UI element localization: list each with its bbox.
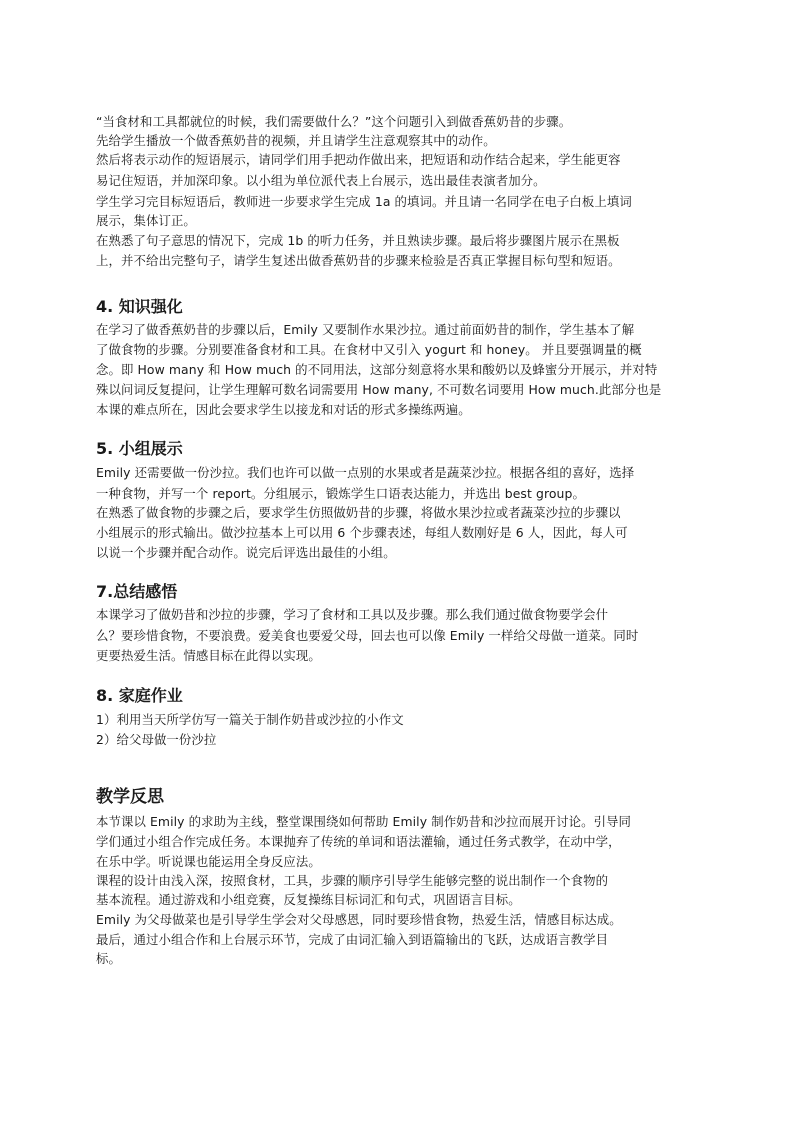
list-item: 1）利用当天所学仿写一篇关于制作奶昔或沙拉的小作文 <box>96 712 404 727</box>
paragraph-line: 以说一个步骤并配合动作。说完后评选出最佳的小组。 <box>96 545 396 560</box>
paragraph-line: 本课的难点所在，因此会要求学生以接龙和对话的形式多操练两遍。 <box>96 402 471 417</box>
paragraph-line: “当食材和工具都就位的时候，我们需要做什么？”这个问题引入到做香蕉奶昔的步骤。 <box>96 114 572 129</box>
paragraph-line: 然后将表示动作的短语展示，请同学们用手把动作做出来，把短语和动作结合起来，学生能更容 <box>96 152 621 167</box>
section-heading: 4. 知识强化 <box>96 297 183 316</box>
paragraph-line: 在乐中学。听说课也能运用全身反应法。 <box>96 854 321 869</box>
section-heading: 7.总结感悟 <box>96 582 178 601</box>
paragraph-line: Emily 为父母做菜也是引导学生学会对父母感恩，同时要珍惜食物，热爱生活，情感目标达成。 <box>96 912 622 927</box>
section-heading: 8. 家庭作业 <box>96 686 183 705</box>
paragraph-line: 在学习了做香蕉奶昔的步骤以后，Emily 又要制作水果沙拉。通过前面奶昔的制作，学生基本了解 <box>96 322 635 337</box>
paragraph-line: Emily 还需要做一份沙拉。我们也许可以做一点别的水果或者是蔬菜沙拉。根据各组的喜好，选择 <box>96 465 635 480</box>
paragraph-line: 么？要珍惜食物，不要浪费。爱美食也要爱父母，回去也可以像 Emily 一样给父母做一道菜。同时 <box>96 628 639 643</box>
paragraph-line: 上，并不给出完整句子，请学生复述出做香蕉奶昔的步骤来检验是否真正掌握目标句型和短语。 <box>96 253 621 268</box>
paragraph-line: 了做食物的步骤。分别要准备食材和工具。在食材中又引入 yogurt 和 honey。 并且要强调量的概 <box>96 342 642 357</box>
paragraph-line: 本课学习了做奶昔和沙拉的步骤，学习了食材和工具以及步骤。那么我们通过做食物要学会什 <box>96 607 609 622</box>
paragraph-line: 易记住短语，并加深印象。以小组为单位派代表上台展示，选出最佳表演者加分。 <box>96 173 546 188</box>
paragraph-line: 更要热爱生活。情感目标在此得以实现。 <box>96 648 321 663</box>
paragraph-line: 课程的设计由浅入深，按照食材，工具，步骤的顺序引导学生能够完整的说出制作一个食物的 <box>96 873 609 888</box>
paragraph-line: 本节课以 Emily 的求助为主线，整堂课围绕如何帮助 Emily 制作奶昔和沙拉而展开讨论。引导同 <box>96 814 632 829</box>
paragraph-line: 学们通过小组合作完成任务。本课抛弃了传统的单词和语法灌输，通过任务式教学，在动中学， <box>96 834 621 849</box>
paragraph-line: 先给学生播放一个做香蕉奶昔的视频，并且请学生注意观察其中的动作。 <box>96 133 496 148</box>
paragraph-line: 在熟悉了做食物的步骤之后，要求学生仿照做奶昔的步骤，将做水果沙拉或者蔬菜沙拉的步骤以 <box>96 505 621 520</box>
paragraph-line: 展示，集体订正。 <box>96 213 196 228</box>
list-item: 2）给父母做一份沙拉 <box>96 732 217 747</box>
paragraph-line: 标。 <box>96 951 121 966</box>
section-heading: 5. 小组展示 <box>96 439 183 458</box>
paragraph-line: 最后，通过小组合作和上台展示环节，完成了由词汇输入到语篇输出的飞跃，达成语言教学目 <box>96 932 609 947</box>
paragraph-line: 念。即 How many 和 How much 的不同用法，这部分刻意将水果和酸奶以及蜂蜜分开展示，并对特 <box>96 362 658 377</box>
section-heading: 教学反思 <box>96 787 164 807</box>
paragraph-line: 一种食物，并写一个 report。分组展示，锻炼学生口语表达能力，并选出 best group。 <box>96 486 585 501</box>
paragraph-line: 在熟悉了句子意思的情况下，完成 1b 的听力任务，并且熟读步骤。最后将步骤图片展示在黑板 <box>96 233 620 248</box>
paragraph-line: 基本流程。通过游戏和小组竞赛，反复操练目标词汇和句式，巩固语言目标。 <box>96 892 521 907</box>
paragraph-line: 学生学习完目标短语后，教师进一步要求学生完成 1a 的填词。并且请一名同学在电子白板上填词 <box>96 194 632 209</box>
paragraph-line: 小组展示的形式输出。做沙拉基本上可以用 6 个步骤表述，每组人数刚好是 6 人，因此，每人可 <box>96 525 628 540</box>
paragraph-line: 殊以问词反复提问，让学生理解可数名词需要用 How many, 不可数名词要用 How much.此部分也是 <box>96 382 662 397</box>
